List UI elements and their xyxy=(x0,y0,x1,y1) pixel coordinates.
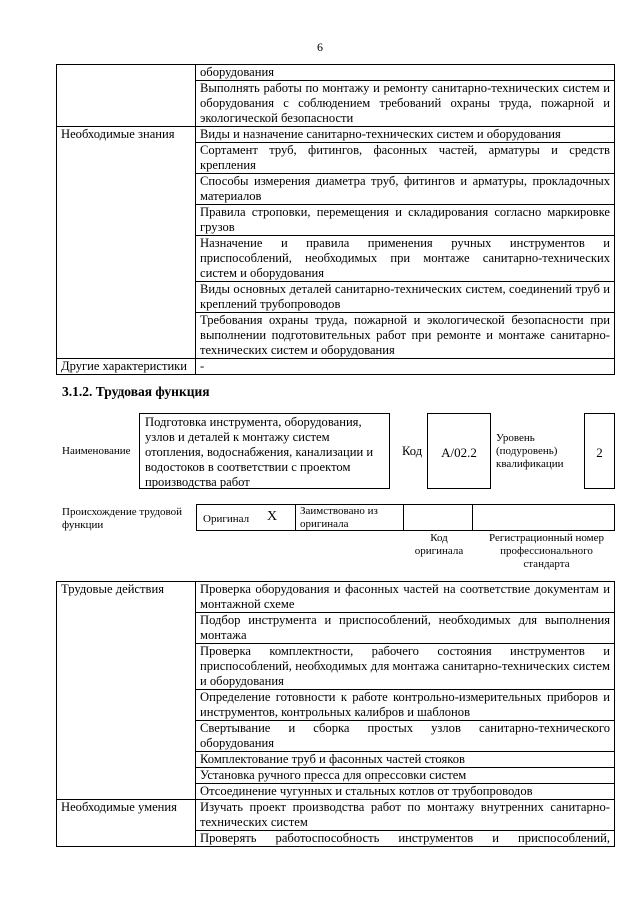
code-caption: Код оригинала xyxy=(414,532,464,557)
knowledge-table xyxy=(56,64,615,375)
list-item: Способы измерения диаметра труб, фитингов и арматуры, прокладочных материалов xyxy=(196,174,615,205)
table-row xyxy=(57,582,615,613)
borrowed-label: Заимствовано из оригинала xyxy=(300,505,378,530)
row-label-actions: Трудовые действия xyxy=(57,582,196,800)
original-mark: X xyxy=(267,509,278,524)
code-value: A/02.2 xyxy=(441,445,477,460)
list-item: - xyxy=(196,359,615,375)
table-row xyxy=(57,127,615,143)
row-label-other: Другие характеристики xyxy=(57,359,196,375)
row-label-knowledge: Необходимые знания xyxy=(57,127,196,359)
table-row xyxy=(57,800,615,831)
list-item: Подбор инструмента и приспособлений, необходимых для выполнения монтажа xyxy=(196,613,615,644)
divider xyxy=(472,504,473,531)
list-item: Проверка комплектности, рабочего состояния инструментов и приспособлений, необходимых для монтажа санитарно-технических систем и оборудования xyxy=(196,644,615,690)
list-item: Изучать проект производства работ по монтажу внутренних санитарно-технических систем xyxy=(196,800,615,831)
divider xyxy=(403,504,404,531)
list-item: Назначение и правила применения ручных инструментов и приспособлений, необходимых при монтаже санитарно-технических систем и оборудования xyxy=(196,236,615,282)
list-item: Отсоединение чугунных и стальных котлов от трубопроводов xyxy=(196,784,615,800)
name-label: Наименование xyxy=(62,445,131,457)
list-item: Комплектование труб и фасонных частей стояков xyxy=(196,752,615,768)
row-label-skills: Необходимые умения xyxy=(57,800,196,847)
level-value: 2 xyxy=(596,445,603,460)
origin-box xyxy=(196,504,615,531)
list-item: Сортамент труб, фитингов, фасонных частей, арматуры и средств крепления xyxy=(196,143,615,174)
function-name: Подготовка инструмента, оборудования, узлов и деталей к монтажу систем отопления, водоснабжения, канализации и водостоков в соответствии с проектом производства работ xyxy=(145,415,374,489)
code-box xyxy=(427,413,491,489)
original-label: Оригинал xyxy=(203,513,250,525)
level-box xyxy=(584,413,615,489)
name-box xyxy=(139,413,390,489)
list-item: Проверка оборудования и фасонных частей на соответствие документам и монтажной схеме xyxy=(196,582,615,613)
list-item: Свертывание и сборка простых узлов санитарно-технического оборудования xyxy=(196,721,615,752)
page-number: 6 xyxy=(317,40,323,54)
code-label: Код xyxy=(402,444,423,458)
reg-caption: Регистрационный номер профессионального стандарта xyxy=(488,532,605,570)
list-item: Виды и назначение санитарно-технических систем и оборудования xyxy=(196,127,615,143)
list-item: Определение готовности к работе контрольно-измерительных приборов и инструментов, контрольных калибров и шаблонов xyxy=(196,690,615,721)
list-item: Виды основных деталей санитарно-технических систем, соединений труб и креплений трубопроводов xyxy=(196,282,615,313)
table-row xyxy=(57,359,615,375)
table-row xyxy=(57,65,615,81)
row-label xyxy=(57,65,196,127)
divider xyxy=(295,504,296,531)
list-item: оборудования xyxy=(196,65,615,81)
list-item: Выполнять работы по монтажу и ремонту санитарно-технических систем и оборудования с соблюдением требований охраны труда, пожарной и экологической безопасности xyxy=(196,81,615,127)
origin-label: Происхождение трудовой функции xyxy=(62,506,183,531)
level-label: Уровень (подуровень) квалификации xyxy=(496,432,564,470)
list-item: Проверять работоспособность инструментов и приспособлений, xyxy=(196,831,615,847)
actions-table xyxy=(56,581,615,847)
list-item: Правила строповки, перемещения и складирования согласно маркировке грузов xyxy=(196,205,615,236)
list-item: Установка ручного пресса для опрессовки систем xyxy=(196,768,615,784)
list-item: Требования охраны труда, пожарной и экологической безопасности при выполнении подготовительных работ при ремонте и монтаже санитарно-технических систем и оборудования xyxy=(196,313,615,359)
section-heading: 3.1.2. Трудовая функция xyxy=(62,384,210,399)
